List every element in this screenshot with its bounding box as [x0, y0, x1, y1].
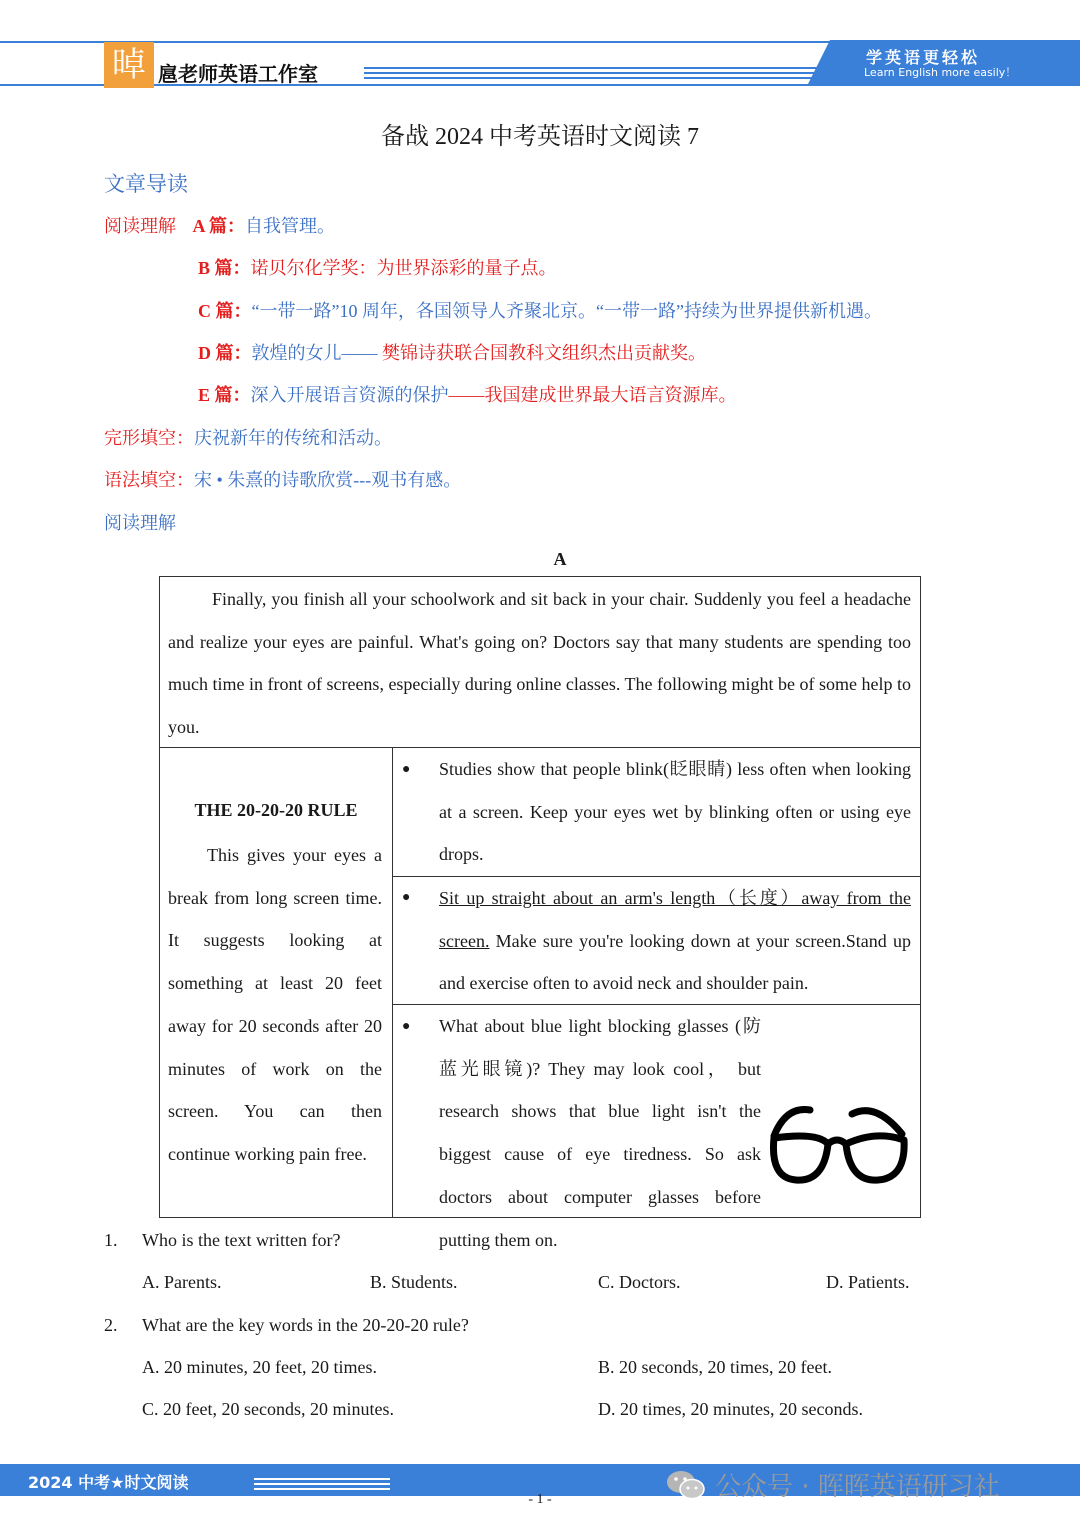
- rule-title: THE 20-20-20 RULE: [194, 800, 358, 820]
- slogan-en: Learn English more easily！: [864, 66, 1017, 79]
- header-stripes: [364, 64, 834, 84]
- guide-line-e: E 篇：深入开展语言资源的保护——我国建成世界最大语言资源库。: [198, 385, 737, 405]
- answer-option[interactable]: B. 20 seconds, 20 times, 20 feet.: [598, 1357, 832, 1377]
- answer-option[interactable]: D. Patients.: [826, 1272, 910, 1292]
- slogan-cn: 学英语更轻松: [866, 48, 981, 67]
- page-number: - 1 -: [528, 1492, 552, 1507]
- guide-line-a: 阅读理解 A 篇：自我管理。: [104, 216, 336, 236]
- bullet-icon: ●: [402, 762, 411, 777]
- studio-logo: 晫: [104, 42, 154, 88]
- studio-name: 扈老师英语工作室: [158, 62, 318, 86]
- intro-paragraph: Finally, you finish all your schoolwork and sit back in your chair. Suddenly you feel a headache and realize your eyes are painful. What's going on? Doctors say that many students are spending too much time in front of screens, especially during online classes. The following might be of some help to you.: [168, 589, 912, 738]
- table-rule: [392, 747, 393, 1218]
- slogan-banner: [830, 40, 1080, 84]
- question-text: Who is the text written for?: [142, 1230, 341, 1250]
- underlined-sentence: Sit up straight about an arm's length（长度）away from the screen.: [439, 888, 911, 951]
- footer-stripes: [254, 1476, 394, 1492]
- question-number: 1.: [104, 1230, 118, 1250]
- answer-option[interactable]: B. Students.: [370, 1272, 458, 1292]
- guide-line-grammar: 语法填空：宋 • 朱熹的诗歌欣赏---观书有感。: [104, 470, 462, 490]
- answer-option[interactable]: C. 20 feet, 20 seconds, 20 minutes.: [142, 1399, 394, 1419]
- question-number: 2.: [104, 1315, 118, 1335]
- guide-line-cloze: 完形填空：庆祝新年的传统和活动。: [104, 428, 392, 448]
- answer-option[interactable]: C. Doctors.: [598, 1272, 681, 1292]
- tip-glasses: What about blue light blocking glasses (防蓝光眼镜)? They may look cool， but research shows that blue light isn't the biggest cause of eye tiredness. So ask doctors about computer glasses before putting them on.: [439, 1005, 911, 1261]
- guide-line-c: C 篇：“一带一路”10 周年，各国领导人齐聚北京。“一带一路”持续为世界提供新机遇。: [198, 301, 882, 321]
- answer-option[interactable]: D. 20 times, 20 minutes, 20 seconds.: [598, 1399, 863, 1419]
- guide-line-b: B 篇：诺贝尔化学奖：为世界添彩的量子点。: [198, 258, 557, 278]
- answer-option[interactable]: A. Parents.: [142, 1272, 222, 1292]
- tip-posture: Sit up straight about an arm's length（长度）away from the screen. Make sure you're looking down at your screen.Stand up and exercise often to avoid neck and shoulder pain.: [439, 888, 911, 994]
- reading-heading: 阅读理解: [104, 513, 176, 533]
- guide-line-d: D 篇：敦煌的女儿—— 樊锦诗获联合国教科文组织杰出贡献奖。: [198, 343, 706, 363]
- footer-label: 2024 中考★时文阅读: [28, 1473, 189, 1492]
- watermark: 公众号 · 晖晖英语研习社: [715, 1472, 1000, 1502]
- answer-option[interactable]: A. 20 minutes, 20 feet, 20 times.: [142, 1357, 377, 1377]
- question-text: What are the key words in the 20-20-20 rule?: [142, 1315, 469, 1335]
- bullet-icon: ●: [402, 1019, 411, 1034]
- page-title: 备战 2024 中考英语时文阅读 7: [381, 124, 699, 150]
- tip-blink: Studies show that people blink(眨眼睛) less often when looking at a screen. Keep your eyes wet by blinking often or using eye drops.: [439, 759, 911, 865]
- passage-letter: A: [553, 549, 567, 569]
- rule-text: This gives your eyes a break from long screen time. It suggests looking at something at least 20 feet away for 20 seconds after 20 minutes of work on the screen. You can then continue working pain free.: [168, 845, 382, 1164]
- bullet-icon: ●: [402, 890, 411, 905]
- glasses-icon: [766, 1104, 910, 1186]
- guide-heading: 文章导读: [104, 172, 188, 196]
